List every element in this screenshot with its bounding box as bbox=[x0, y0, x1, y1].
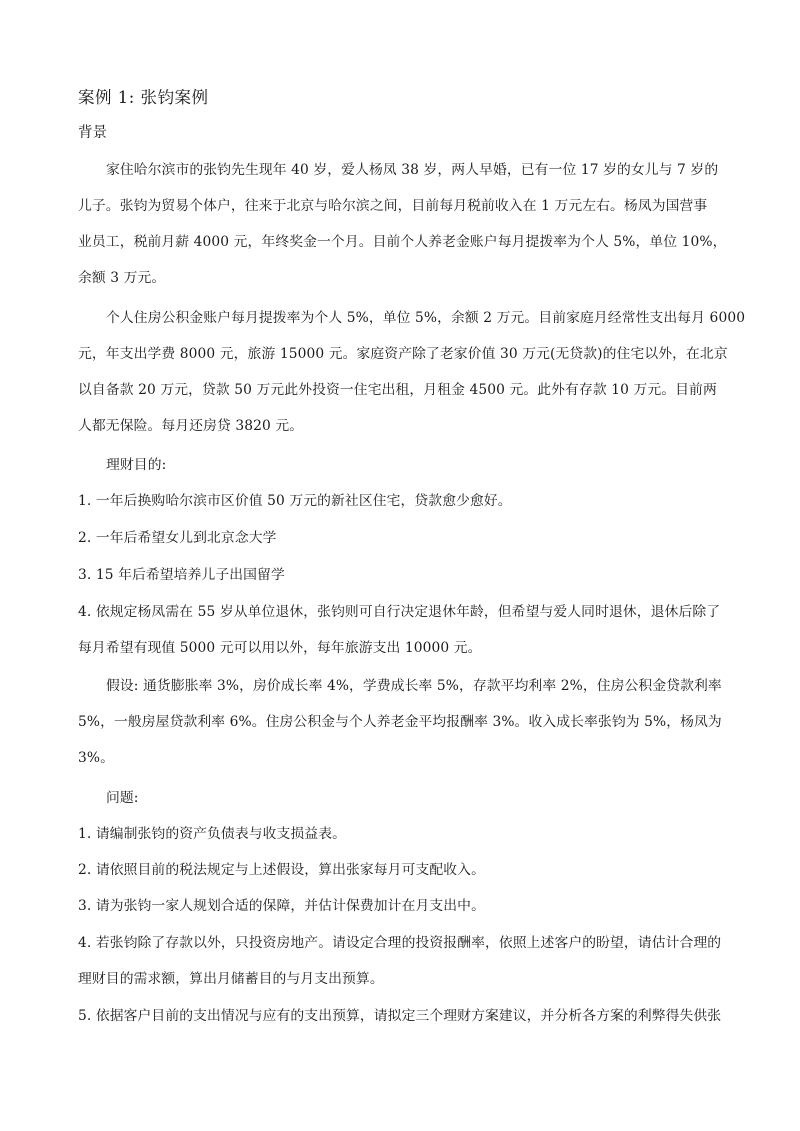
goal-item: 1. 一年后换购哈尔滨市区价值 50 万元的新社区住宅，贷款愈少愈好。 bbox=[78, 493, 512, 509]
assumptions-line: 5%，一般房屋贷款利率 6%。住房公积金与个人养老金平均报酬率 3%。收入成长率张钧为 5%，杨凤为 bbox=[78, 714, 722, 730]
question-item: 2. 请依照目前的税法规定与上述假设，算出张家每月可支配收入。 bbox=[78, 862, 485, 878]
question-item: 4. 若张钧除了存款以外，只投资房地产。请设定合理的投资报酬率，依照上述客户的盼望，请估计合理的 bbox=[78, 935, 722, 951]
background-line: 余额 3 万元。 bbox=[78, 270, 166, 286]
goals-label: 理财目的: bbox=[106, 457, 167, 473]
question-item: 3. 请为张钧一家人规划合适的保障，并估计保费加计在月支出中。 bbox=[78, 898, 485, 914]
background-line: 家住哈尔滨市的张钧先生现年 40 岁，爱人杨凤 38 岁，两人早婚，已有一位 17 岁的女儿与 7 岁的 bbox=[106, 162, 719, 178]
background-line: 人都无保险。每月还房贷 3820 元。 bbox=[78, 418, 304, 434]
goal-item: 每月希望有现值 5000 元可以用以外，每年旅游支出 10000 元。 bbox=[78, 640, 482, 656]
background-line: 儿子。张钧为贸易个体户，往来于北京与哈尔滨之间，目前每月税前收入在 1 万元左右。杨凤为国营事 bbox=[78, 198, 708, 214]
goal-item: 4. 依规定杨凤需在 55 岁从单位退休，张钧则可自行决定退休年龄，但希望与爱人同时退休，退休后除了 bbox=[78, 604, 721, 620]
background-line: 业员工，税前月薪 4000 元，年终奖金一个月。目前个人养老金账户每月提拨率为个人 5%，单位 10%， bbox=[78, 234, 727, 250]
goal-item: 2. 一年后希望女儿到北京念大学 bbox=[78, 530, 277, 546]
question-item: 5. 依据客户目前的支出情况与应有的支出预算，请拟定三个理财方案建议，并分析各方案的利弊得失供张 bbox=[78, 1008, 722, 1024]
assumptions-line: 3%。 bbox=[78, 750, 114, 766]
question-item: 理财目的需求额，算出月储蓄目的与月支出预算。 bbox=[78, 971, 384, 987]
assumptions-line: 假设: 通货膨胀率 3%，房价成长率 4%，学费成长率 5%，存款平均利率 2%，住房公积金贷款利率 bbox=[106, 678, 722, 694]
goal-item: 3. 15 年后希望培养儿子出国留学 bbox=[78, 567, 285, 583]
question-item: 1. 请编制张钧的资产负债表与收支损益表。 bbox=[78, 826, 346, 842]
case-title: 案例 1: 张钧案例 bbox=[78, 88, 209, 107]
background-line: 个人住房公积金账户每月提拨率为个人 5%，单位 5%，余额 2 万元。目前家庭月经常性支出每月 6000 bbox=[106, 310, 746, 326]
background-line: 元，年支出学费 8000 元，旅游 15000 元。家庭资产除了老家价值 30 万元(无贷款)的住宅以外，在北京 bbox=[78, 346, 728, 362]
background-label: 背景 bbox=[78, 125, 107, 141]
questions-label: 问题: bbox=[106, 790, 139, 806]
background-line: 以自备款 20 万元，贷款 50 万元此外投资一住宅出租，月租金 4500 元。此外有存款 10 万元。目前两 bbox=[78, 382, 717, 398]
